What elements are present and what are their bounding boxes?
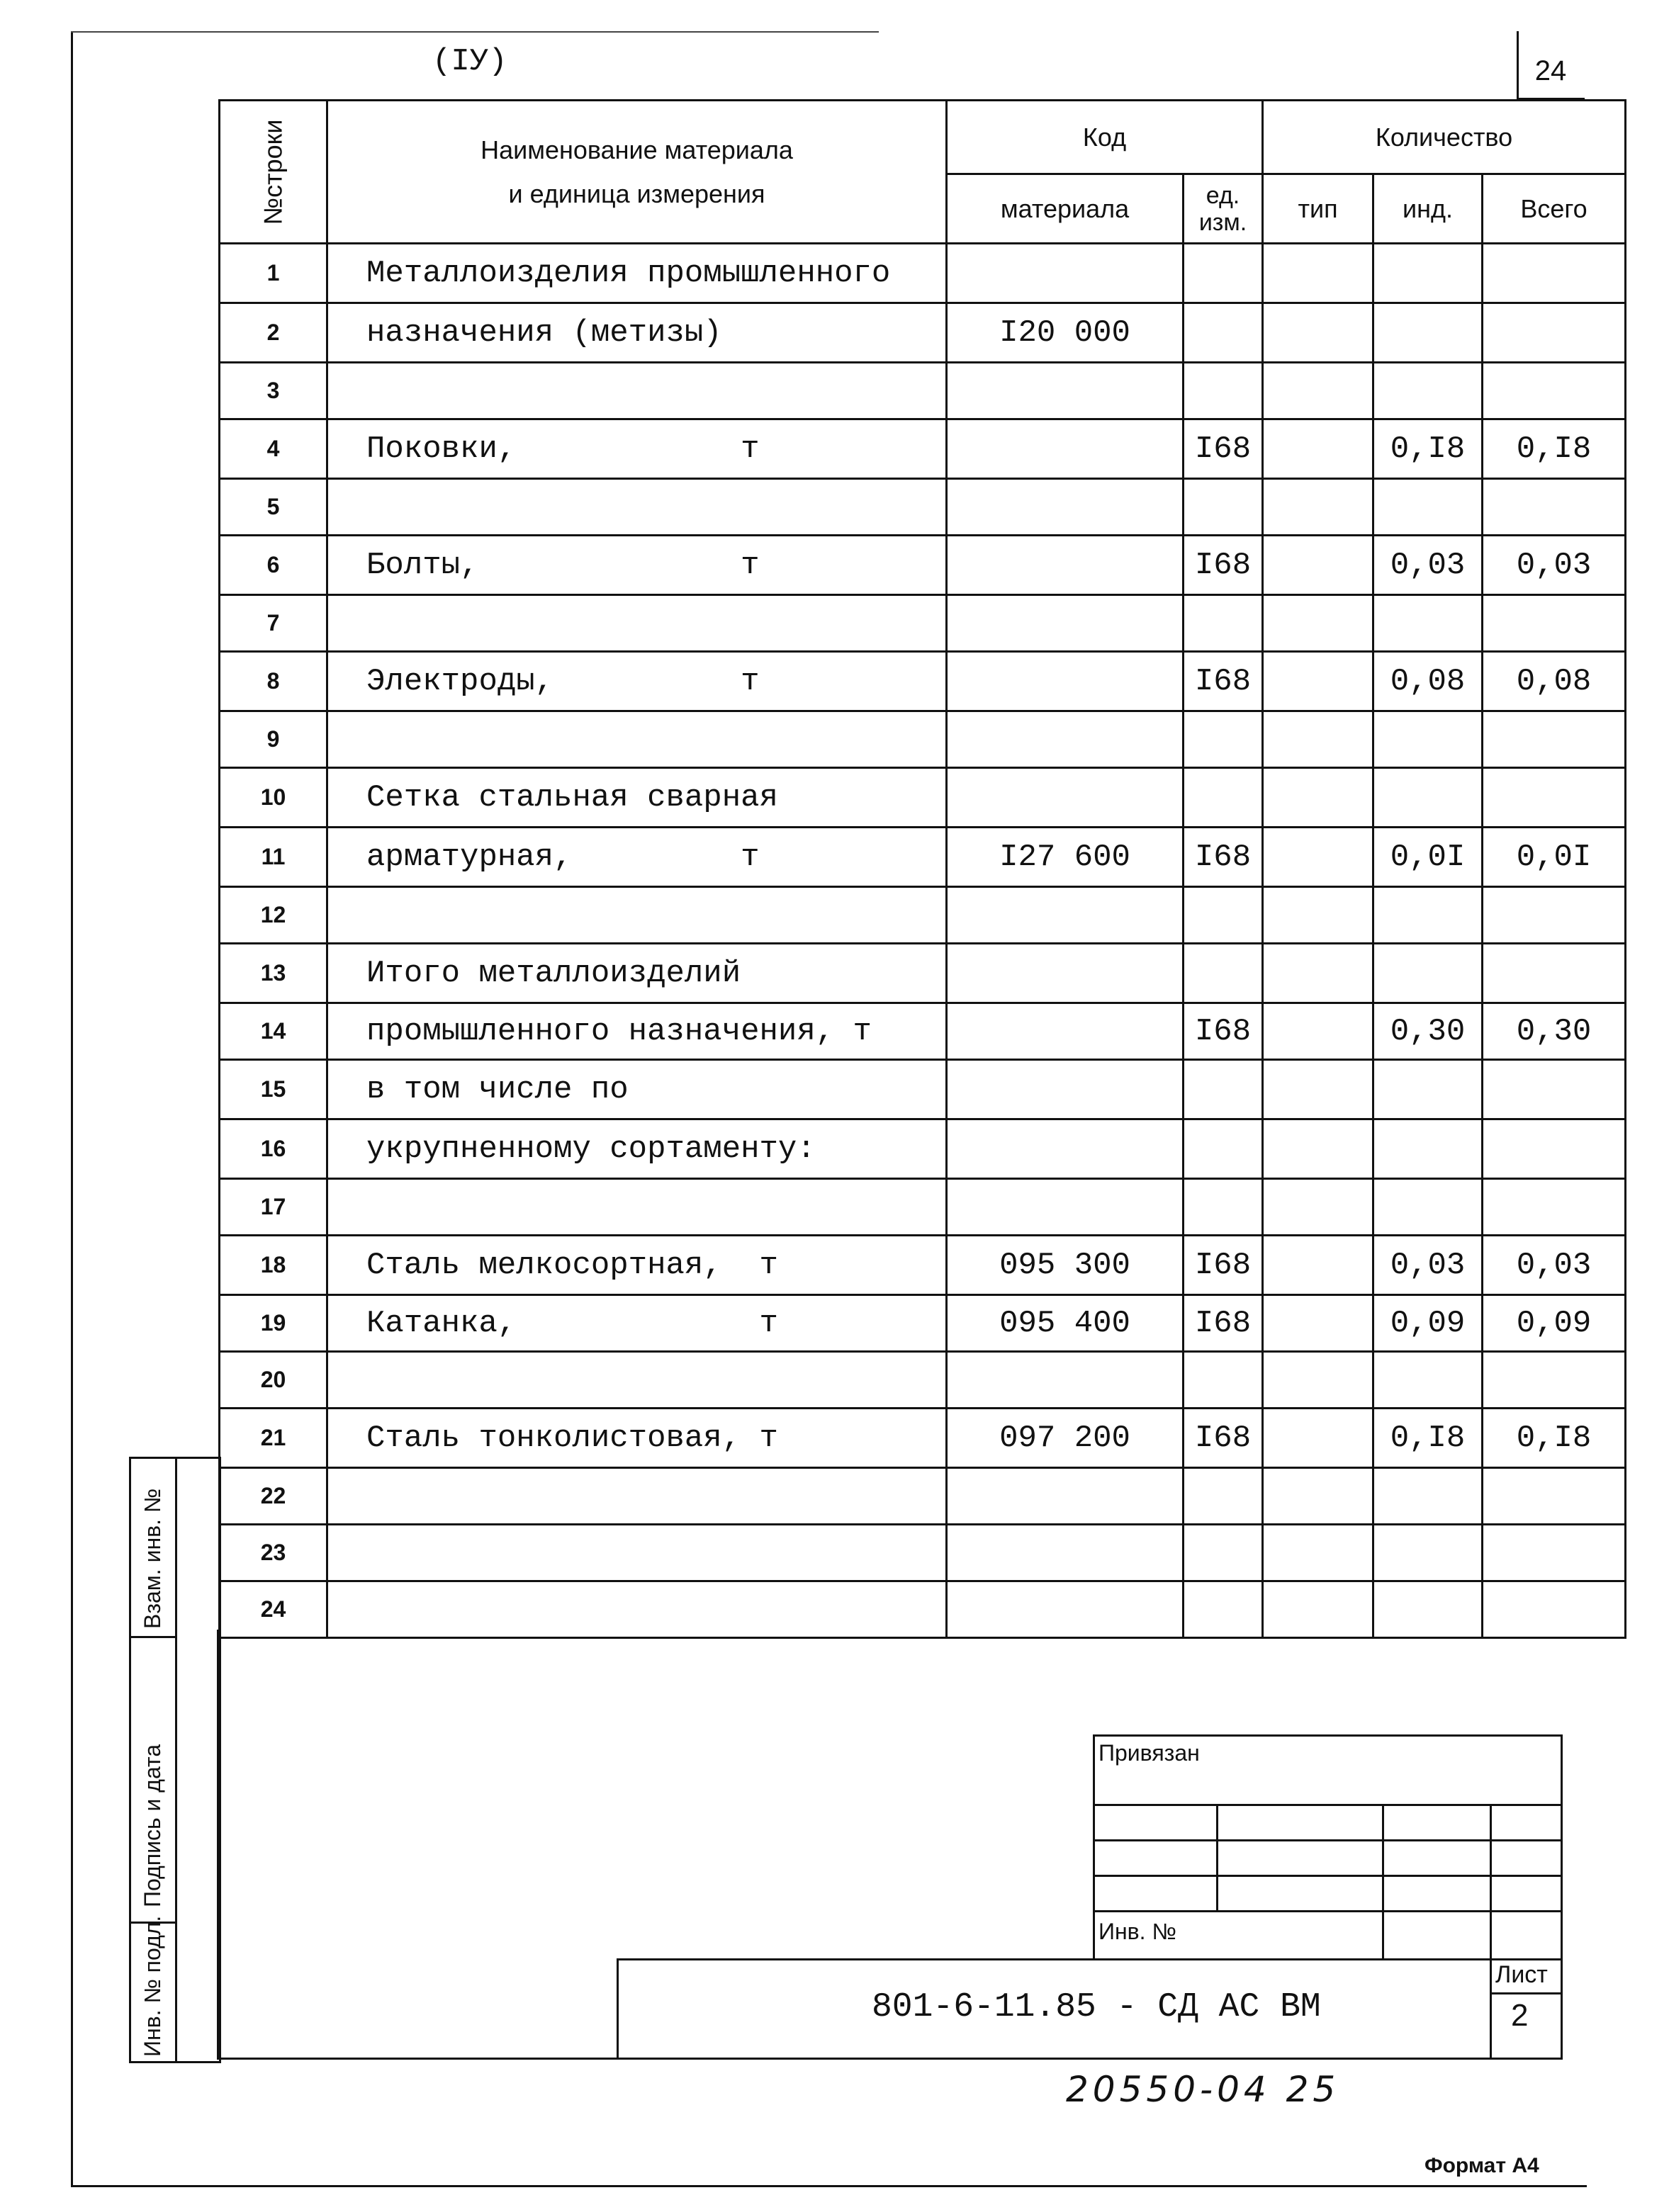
qty-total-cell: [1483, 479, 1626, 536]
qty-ind-cell: [1373, 595, 1483, 652]
qty-type-cell: [1263, 1468, 1373, 1525]
material-code-cell: [947, 1119, 1184, 1179]
table-row: [220, 1352, 1626, 1409]
header-code-group: Код: [947, 101, 1263, 174]
material-name-cell: Электроды, т: [327, 652, 947, 711]
unit-code-cell: I68: [1184, 1236, 1263, 1295]
document-number: 801-6-11.85 - СД АС ВМ: [872, 1988, 1321, 2026]
table-row: [220, 419, 1626, 479]
qty-ind-cell: [1373, 244, 1483, 303]
qty-total-cell: [1483, 1352, 1626, 1409]
material-code-cell: [947, 1468, 1184, 1525]
row-number-cell: 12: [220, 887, 327, 944]
qty-ind-cell: [1373, 1179, 1483, 1236]
page-number: 24: [1517, 55, 1585, 100]
material-name-cell: промышленного назначения, т: [327, 1003, 947, 1060]
table-row: [220, 828, 1626, 887]
material-name-cell: укрупненному сортаменту:: [327, 1119, 947, 1179]
qty-total-cell: [1483, 944, 1626, 1003]
row-number-cell: 5: [220, 479, 327, 536]
unit-code-cell: [1184, 1179, 1263, 1236]
unit-code-cell: [1184, 887, 1263, 944]
qty-type-cell: [1263, 1581, 1373, 1638]
unit-code-cell: I68: [1184, 419, 1263, 479]
stamp-line: [1382, 1804, 1384, 1960]
stamp-line: [1093, 1734, 1561, 1737]
qty-type-cell: [1263, 1525, 1373, 1581]
row-number-cell: 18: [220, 1236, 327, 1295]
material-name-cell: [327, 479, 947, 536]
table-row: [220, 1581, 1626, 1638]
qty-ind-cell: 0,03: [1373, 536, 1483, 595]
qty-total-cell: [1483, 1179, 1626, 1236]
material-name-cell: [327, 595, 947, 652]
frame-top-line: [71, 31, 879, 33]
qty-total-cell: 0,08: [1483, 652, 1626, 711]
material-code-cell: 095 400: [947, 1295, 1184, 1352]
header-quantity-group: Количество: [1263, 101, 1626, 174]
qty-ind-cell: [1373, 1468, 1483, 1525]
qty-ind-cell: [1373, 363, 1483, 419]
header-code-material: материала: [947, 174, 1184, 244]
handwritten-inventory-number: 20550-04 25: [1066, 2069, 1340, 2110]
qty-type-cell: [1263, 711, 1373, 768]
row-number-cell: 15: [220, 1060, 327, 1119]
qty-type-cell: [1263, 944, 1373, 1003]
unit-code-cell: [1184, 1581, 1263, 1638]
unit-code-cell: [1184, 1119, 1263, 1179]
table-row: [220, 1179, 1626, 1236]
table-row: [220, 652, 1626, 711]
material-code-cell: [947, 1179, 1184, 1236]
material-name-cell: Болты, т: [327, 536, 947, 595]
header-row-number: [220, 101, 327, 244]
unit-code-cell: I68: [1184, 1003, 1263, 1060]
table-row: [220, 1003, 1626, 1060]
header-material-name-label: Наименование материала и единица измерения: [481, 135, 793, 208]
qty-type-cell: [1263, 887, 1373, 944]
material-code-cell: [947, 595, 1184, 652]
row-number-cell: 13: [220, 944, 327, 1003]
header-code-unit: ед. изм.: [1184, 174, 1263, 244]
table-row: [220, 768, 1626, 828]
material-code-cell: [947, 711, 1184, 768]
table-row: [220, 1119, 1626, 1179]
qty-total-cell: 0,I8: [1483, 1409, 1626, 1468]
row-number-cell: 22: [220, 1468, 327, 1525]
stamp-line: [1490, 1804, 1492, 2059]
row-number-cell: 11: [220, 828, 327, 887]
table-row: [220, 1468, 1626, 1525]
side-cell-vzam: [131, 1459, 177, 1638]
side-label-vzam: Взам. инв. №: [140, 1488, 165, 1629]
inv-no-label: Инв. №: [1098, 1919, 1176, 1944]
material-code-cell: [947, 1060, 1184, 1119]
qty-total-cell: 0,I8: [1483, 419, 1626, 479]
row-number-cell: 23: [220, 1525, 327, 1581]
qty-total-cell: [1483, 595, 1626, 652]
qty-type-cell: [1263, 1060, 1373, 1119]
qty-type-cell: [1263, 303, 1373, 363]
unit-code-cell: [1184, 244, 1263, 303]
paper-format: Формат А4: [1424, 2154, 1539, 2177]
qty-type-cell: [1263, 652, 1373, 711]
header-row-number-label: №строки: [258, 118, 288, 225]
material-name-cell: Металлоизделия промышленного: [327, 244, 947, 303]
material-code-cell: [947, 652, 1184, 711]
material-code-cell: 097 200: [947, 1409, 1184, 1468]
material-name-cell: Сталь тонколистовая, т: [327, 1409, 947, 1468]
qty-total-cell: [1483, 1581, 1626, 1638]
material-name-cell: [327, 1352, 947, 1409]
qty-ind-cell: [1373, 1119, 1483, 1179]
list-label: Лист: [1495, 1961, 1548, 1988]
material-code-cell: [947, 768, 1184, 828]
qty-total-cell: 0,03: [1483, 1236, 1626, 1295]
qty-ind-cell: 0,03: [1373, 1236, 1483, 1295]
material-name-cell: в том числе по: [327, 1060, 947, 1119]
material-code-cell: [947, 244, 1184, 303]
unit-code-cell: [1184, 1060, 1263, 1119]
row-number-cell: 9: [220, 711, 327, 768]
unit-code-cell: I68: [1184, 1295, 1263, 1352]
row-number-cell: 17: [220, 1179, 327, 1236]
qty-type-cell: [1263, 363, 1373, 419]
row-number-cell: 4: [220, 419, 327, 479]
row-number-cell: 1: [220, 244, 327, 303]
stamp-line: [1093, 1734, 1095, 1958]
qty-total-cell: [1483, 1525, 1626, 1581]
material-code-cell: [947, 1525, 1184, 1581]
qty-total-cell: [1483, 1060, 1626, 1119]
side-cell-inv-podl: [131, 1915, 177, 2061]
material-name-cell: [327, 887, 947, 944]
material-name-cell: Итого металлоизделий: [327, 944, 947, 1003]
row-number-cell: 10: [220, 768, 327, 828]
material-code-cell: [947, 419, 1184, 479]
table-row: [220, 1409, 1626, 1468]
qty-total-cell: [1483, 1468, 1626, 1525]
qty-total-cell: 0,09: [1483, 1295, 1626, 1352]
qty-ind-cell: [1373, 303, 1483, 363]
qty-total-cell: [1483, 303, 1626, 363]
material-code-cell: [947, 479, 1184, 536]
material-name-cell: Катанка, т: [327, 1295, 947, 1352]
qty-type-cell: [1263, 1179, 1373, 1236]
unit-code-cell: [1184, 1525, 1263, 1581]
side-cell-podpis: [131, 1638, 177, 1924]
stamp-line: [1490, 1992, 1561, 1994]
unit-code-cell: [1184, 595, 1263, 652]
qty-ind-cell: [1373, 1060, 1483, 1119]
side-vertical-line: [217, 1630, 219, 2059]
qty-ind-cell: [1373, 711, 1483, 768]
qty-ind-cell: [1373, 1525, 1483, 1581]
side-label-podpis: Подпись и дата: [140, 1744, 165, 1907]
header-qty-type: тип: [1263, 174, 1373, 244]
unit-code-cell: [1184, 768, 1263, 828]
qty-ind-cell: [1373, 887, 1483, 944]
table-row: [220, 1060, 1626, 1119]
material-code-cell: I20 000: [947, 303, 1184, 363]
unit-code-cell: I68: [1184, 1409, 1263, 1468]
table-row: [220, 244, 1626, 303]
material-name-cell: [327, 1179, 947, 1236]
row-number-cell: 24: [220, 1581, 327, 1638]
qty-total-cell: 0,30: [1483, 1003, 1626, 1060]
material-name-cell: Сетка стальная сварная: [327, 768, 947, 828]
qty-type-cell: [1263, 1352, 1373, 1409]
stamp-right-line: [1561, 1734, 1563, 2059]
material-name-cell: назначения (метизы): [327, 303, 947, 363]
stamp-line: [1216, 1804, 1218, 1910]
row-number-cell: 7: [220, 595, 327, 652]
qty-ind-cell: [1373, 1352, 1483, 1409]
material-code-cell: [947, 1352, 1184, 1409]
qty-total-cell: 0,03: [1483, 536, 1626, 595]
material-code-cell: [947, 363, 1184, 419]
row-number-cell: 3: [220, 363, 327, 419]
qty-ind-cell: [1373, 1581, 1483, 1638]
material-name-cell: Сталь мелкосортная, т: [327, 1236, 947, 1295]
qty-type-cell: [1263, 479, 1373, 536]
table-row: [220, 536, 1626, 595]
table-row: [220, 479, 1626, 536]
material-name-cell: [327, 363, 947, 419]
row-number-cell: 19: [220, 1295, 327, 1352]
qty-total-cell: [1483, 711, 1626, 768]
unit-code-cell: I68: [1184, 536, 1263, 595]
qty-type-cell: [1263, 419, 1373, 479]
qty-ind-cell: 0,08: [1373, 652, 1483, 711]
qty-type-cell: [1263, 244, 1373, 303]
material-name-cell: [327, 1525, 947, 1581]
unit-code-cell: [1184, 944, 1263, 1003]
row-number-cell: 6: [220, 536, 327, 595]
material-code-cell: [947, 1581, 1184, 1638]
material-code-cell: [947, 1003, 1184, 1060]
privyazan-label: Привязан: [1098, 1740, 1200, 1766]
qty-ind-cell: 0,I8: [1373, 1409, 1483, 1468]
qty-total-cell: [1483, 887, 1626, 944]
material-name-cell: Поковки, т: [327, 419, 947, 479]
header-qty-ind: инд.: [1373, 174, 1483, 244]
qty-ind-cell: 0,0I: [1373, 828, 1483, 887]
side-binding-column: [129, 1457, 221, 2063]
qty-ind-cell: 0,I8: [1373, 419, 1483, 479]
qty-type-cell: [1263, 1409, 1373, 1468]
material-name-cell: [327, 1468, 947, 1525]
qty-total-cell: 0,0I: [1483, 828, 1626, 887]
unit-code-cell: [1184, 711, 1263, 768]
qty-total-cell: [1483, 768, 1626, 828]
qty-ind-cell: [1373, 768, 1483, 828]
row-number-cell: 8: [220, 652, 327, 711]
material-code-cell: 095 300: [947, 1236, 1184, 1295]
stamp-bottom-line: [217, 2058, 1563, 2060]
qty-ind-cell: 0,09: [1373, 1295, 1483, 1352]
table-row: [220, 1525, 1626, 1581]
row-number-cell: 2: [220, 303, 327, 363]
table-row: [220, 1236, 1626, 1295]
qty-type-cell: [1263, 1236, 1373, 1295]
qty-total-cell: [1483, 1119, 1626, 1179]
unit-code-cell: I68: [1184, 652, 1263, 711]
table-row: [220, 303, 1626, 363]
sheet-tag: (IУ): [432, 44, 507, 79]
material-name-cell: [327, 711, 947, 768]
row-number-cell: 20: [220, 1352, 327, 1409]
header-qty-total: Всего: [1483, 174, 1626, 244]
material-name-cell: арматурная, т: [327, 828, 947, 887]
qty-type-cell: [1263, 1119, 1373, 1179]
list-value: 2: [1511, 1998, 1529, 2033]
unit-code-cell: [1184, 1468, 1263, 1525]
material-code-cell: [947, 536, 1184, 595]
qty-ind-cell: 0,30: [1373, 1003, 1483, 1060]
material-code-cell: [947, 887, 1184, 944]
side-label-inv-podl: Инв. № подл.: [140, 1915, 165, 2057]
qty-total-cell: [1483, 363, 1626, 419]
unit-code-cell: I68: [1184, 828, 1263, 887]
table-row: [220, 595, 1626, 652]
row-number-cell: 14: [220, 1003, 327, 1060]
doc-number-top-line: [617, 1958, 1561, 1960]
qty-type-cell: [1263, 1003, 1373, 1060]
material-code-cell: I27 600: [947, 828, 1184, 887]
table-row: [220, 944, 1626, 1003]
table-row: [220, 1295, 1626, 1352]
qty-ind-cell: [1373, 944, 1483, 1003]
qty-type-cell: [1263, 1295, 1373, 1352]
table-row: [220, 887, 1626, 944]
qty-type-cell: [1263, 828, 1373, 887]
qty-ind-cell: [1373, 479, 1483, 536]
unit-code-cell: [1184, 363, 1263, 419]
qty-type-cell: [1263, 595, 1373, 652]
qty-total-cell: [1483, 244, 1626, 303]
table-row: [220, 363, 1626, 419]
doc-number-left-line: [617, 1958, 619, 2059]
header-material-name: [327, 101, 947, 244]
materials-table: [218, 99, 1626, 1639]
table-row: [220, 711, 1626, 768]
row-number-cell: 16: [220, 1119, 327, 1179]
unit-code-cell: [1184, 1352, 1263, 1409]
row-number-cell: 21: [220, 1409, 327, 1468]
material-name-cell: [327, 1581, 947, 1638]
material-code-cell: [947, 944, 1184, 1003]
unit-code-cell: [1184, 479, 1263, 536]
qty-type-cell: [1263, 536, 1373, 595]
unit-code-cell: [1184, 303, 1263, 363]
qty-type-cell: [1263, 768, 1373, 828]
